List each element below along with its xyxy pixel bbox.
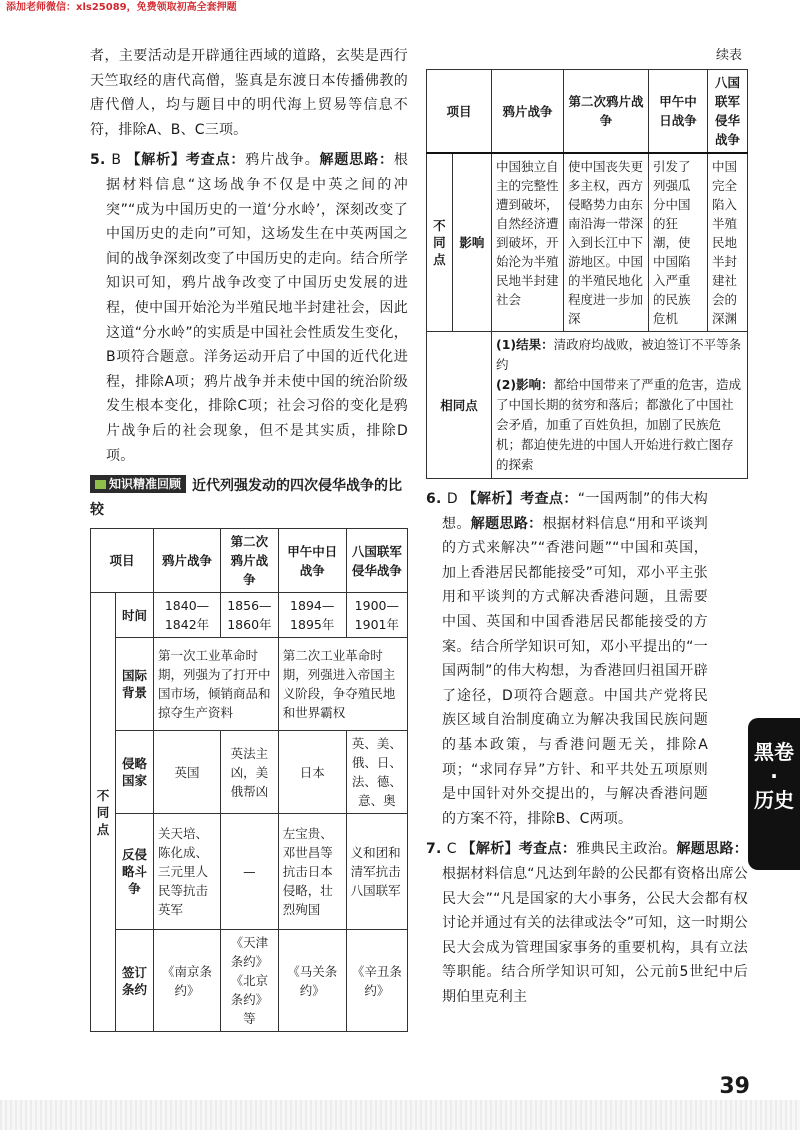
- solution-text: 根据材料信息“凡达到年龄的公民都有资格出席公民大会”“凡是国家的大小事务，公民大会都有权讨论并通过有关的法律或法令”可知，这一时期公民大会成为管理国家事务的重要机构，具有立法等职能。结合所学知识可知，公元前5世纪中后期伯里克利主: [442, 865, 748, 1005]
- cell-impact-3: 引发了列强瓜分中国的狂潮，使中国陷入严重的民族危机: [649, 153, 708, 332]
- continued-label: 续表: [715, 48, 742, 63]
- row-label-time: 时间: [115, 593, 153, 638]
- page-number: 39: [719, 1074, 750, 1099]
- question-number: 6.: [426, 491, 442, 507]
- left-column: [90, 44, 408, 1032]
- cell-background-1-2: 第一次工业革命时期，列强为了打开中国市场，倾销商品和掠夺生产资料: [154, 638, 279, 731]
- header-war-4: 八国联军侵华战争: [708, 70, 748, 154]
- cell-invaders-4: 英、美、俄、日、法、德、意、奥: [346, 731, 407, 814]
- row-label-resistance: 反侵略斗争: [115, 814, 153, 930]
- exam-point: “一国两制”的伟大构想。: [442, 491, 708, 532]
- question-number: 7.: [426, 841, 442, 858]
- cell-treaty-1: 《南京条约》: [154, 930, 221, 1032]
- cell-resistance-1: 关天培、陈化成、三元里人民等抗击英军: [154, 814, 221, 930]
- group-label-differences: 不同点: [427, 153, 453, 332]
- table-row-impact: [427, 153, 748, 332]
- question-5-explanation: [90, 148, 409, 468]
- answer-letter: D: [446, 491, 458, 507]
- table-row-similarities: [427, 332, 748, 479]
- table-row-resistance: [91, 814, 408, 930]
- knowledge-review-title: 近代列强发动的四次侵华战争的比较: [90, 478, 403, 519]
- solution-text: 根据材料信息“这场战争不仅是中英之间的冲突”“成为中国历史的一道‘分水岭’，深刻改变了中国历史的走向”可知，这场发生在中英两国之间的战争深刻改变了中国历史的走向。结合所学知识可知，鸦片战争改变了中国历史发展的进程，使中国开始沦为半殖民地半封建社会，因此这道“分水岭”的实质是中国社会性质发生变化，B项符合题意。洋务运动开启了中国的近代化进程，排除A项；鸦片战争并未使中国的统治阶级发生根本变化，排除C项；社会习俗的变化是鸦片战争后的社会现象，但不是其实质，排除D项。: [106, 152, 409, 464]
- knowledge-review-tag: [90, 475, 186, 493]
- header-war-2: 第二次鸦片战争: [221, 529, 279, 593]
- header-item: 项目: [91, 529, 154, 593]
- cell-background-3-4: 第二次工业革命时期，列强进入帝国主义阶段，争夺殖民地和世界霸权: [278, 638, 407, 731]
- similarity-impact-text: 都给中国带来了严重的危害，造成了中国长期的贫穷和落后；都激化了中国社会矛盾，加重了百姓负担，加剧了民族危机；都迫使先进的中国人开始进行救亡图存的探索: [496, 377, 742, 472]
- solution-label: 解题思路：: [676, 841, 748, 858]
- cell-treaty-4: 《辛丑条约》: [346, 930, 407, 1032]
- header-item: 项目: [427, 70, 492, 154]
- cell-time-1: 1840—1842年: [154, 593, 221, 638]
- header-war-1: 鸦片战争: [492, 70, 564, 154]
- analysis-label: 【解析】: [126, 152, 186, 169]
- header-war-4: 八国联军侵华战争: [346, 529, 407, 593]
- table-row-treaties: [91, 930, 408, 1032]
- side-tab-subject: 历史: [754, 788, 794, 812]
- side-tab-dot: ·: [770, 764, 778, 788]
- table-header-row: [427, 70, 748, 154]
- row-label-invaders: 侵略国家: [115, 731, 153, 814]
- war-comparison-table-continued: [426, 69, 748, 479]
- row-label-treaties: 签订条约: [115, 930, 153, 1032]
- cell-impact-2: 使中国丧失更多主权，西方侵略势力由东南沿海一带深入到长江中下游地区。中国的半殖民地化程度进一步加深: [564, 153, 649, 332]
- header-war-3: 甲午中日战争: [278, 529, 346, 593]
- right-column: [426, 44, 748, 1015]
- similarity-impact-label: (2)影响：: [496, 377, 554, 392]
- table-row-background: [91, 638, 408, 731]
- row-label-background: 国际背景: [115, 638, 153, 731]
- knowledge-review-tag-label: 知识精准回顾: [109, 477, 182, 492]
- watermark-text: 添加老师微信：xls25089，免费领取初高全套押题: [6, 2, 237, 13]
- table-row-invaders: [91, 731, 408, 814]
- book-icon: [95, 480, 106, 489]
- exam-point-label: 考查点：: [185, 152, 246, 169]
- group-label-similarities: 相同点: [427, 332, 492, 479]
- header-war-2: 第二次鸦片战争: [564, 70, 649, 154]
- cell-similarities: [492, 332, 748, 479]
- header-war-3: 甲午中日战争: [649, 70, 708, 154]
- cell-impact-4: 中国完全陷入半殖民地半封建社会的深渊: [708, 153, 748, 332]
- war-comparison-table: [90, 528, 408, 1032]
- row-label-impact: 影响: [452, 153, 491, 332]
- analysis-label: 【解析】: [462, 491, 521, 507]
- answer-letter: B: [111, 152, 122, 169]
- cell-impact-1: 中国独立自主的完整性遭到破坏，自然经济遭到破坏，开始沦为半殖民地半封建社会: [492, 153, 564, 332]
- exam-point: 雅典民主政治。: [576, 841, 677, 858]
- solution-label: 解题思路：: [470, 515, 543, 532]
- cell-time-3: 1894—1895年: [278, 593, 346, 638]
- side-tab-series: 黑卷: [754, 740, 794, 764]
- similarity-result-text: 清政府均战败，被迫签订不平等条约: [496, 337, 742, 372]
- subject-side-tab: [748, 718, 800, 870]
- analysis-label: 【解析】: [461, 841, 519, 858]
- answer-letter: C: [446, 841, 457, 858]
- table-header-row: [91, 529, 408, 593]
- question-7-explanation: [426, 837, 748, 1009]
- header-war-1: 鸦片战争: [154, 529, 221, 593]
- solution-text: 根据材料信息“用和平谈判的方式来解决”“香港问题”“中国和英国，加上香港居民都能接受”可知，邓小平主张用和平谈判的方式解决香港问题，且需要中国、英国和中国香港居民都能接受的方案。结合所学知识可知，邓小平提出的“一国两制”的伟大构想，为香港回归祖国开辟了途径，D项符合题意。中国共产党将民族区域自治制度确立为解决我国民族问题的基本政策，与香港问题无关，排除A项；“求同存异”方针、和平共处五项原则是中国针对外交提出的，与解决香港问题的方案不符，排除B、C两项。: [442, 515, 709, 827]
- cell-invaders-3: 日本: [278, 731, 346, 814]
- question-6-explanation: [426, 487, 709, 831]
- exam-point-label: 考查点：: [520, 491, 578, 507]
- solution-label: 解题思路：: [319, 152, 394, 169]
- knowledge-review-heading: [90, 474, 408, 522]
- cell-resistance-3: 左宝贵、邓世昌等抗击日本侵略，壮烈殉国: [278, 814, 346, 930]
- similarity-impact: [496, 375, 743, 475]
- cell-invaders-2: 英法主凶，美俄帮凶: [221, 731, 279, 814]
- table-row-time: [91, 593, 408, 638]
- exam-point: 鸦片战争。: [245, 152, 320, 169]
- question-number: 5.: [90, 152, 106, 169]
- similarity-result-label: (1)结果：: [496, 337, 554, 352]
- cell-treaty-3: 《马关条约》: [278, 930, 346, 1032]
- exam-point-label: 考查点：: [518, 841, 577, 858]
- answer-text-continuation: 者，主要活动是开辟通往西域的道路，玄奘是西行天竺取经的唐代高僧，鉴真是东渡日本传播佛教的唐代僧人，均与题目中的明代海上贸易等信息不符，排除A、B、C三项。: [90, 48, 408, 138]
- cell-time-2: 1856—1860年: [221, 593, 279, 638]
- group-label-differences: 不同点: [91, 593, 116, 1032]
- bottom-decorative-band: [0, 1100, 800, 1130]
- cell-time-4: 1900—1901年: [346, 593, 407, 638]
- cell-resistance-4: 义和团和清军抗击八国联军: [346, 814, 407, 930]
- cell-invaders-1: 英国: [154, 731, 221, 814]
- similarity-result: [496, 335, 743, 375]
- cell-resistance-2: —: [221, 814, 279, 930]
- cell-treaty-2: 《天津条约》《北京条约》等: [221, 930, 279, 1032]
